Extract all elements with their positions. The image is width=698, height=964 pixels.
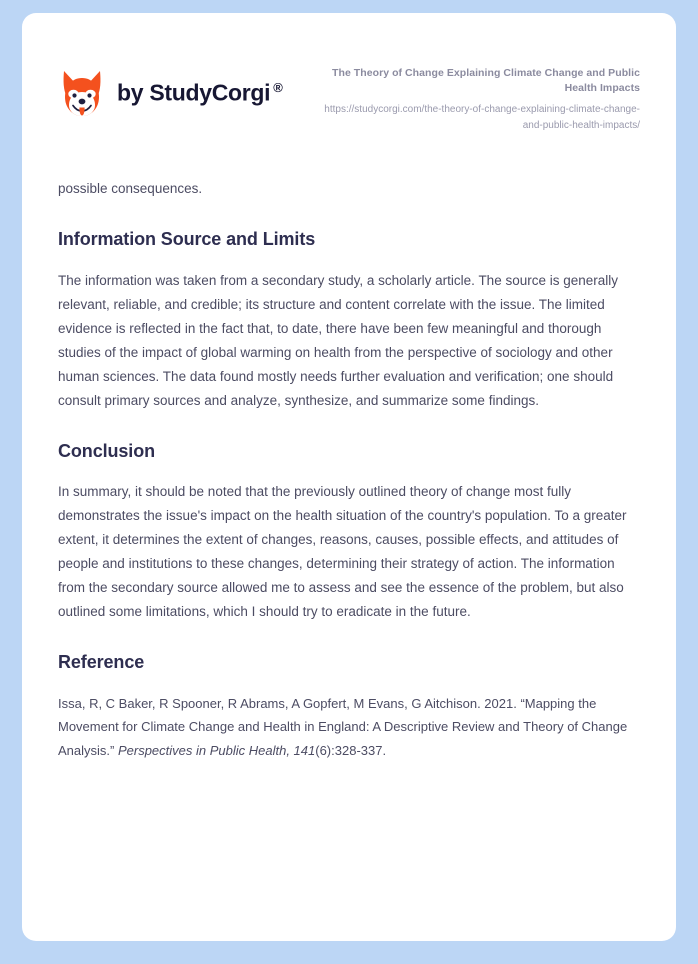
section-paragraph-conclusion: In summary, it should be noted that the previously outlined theory of change most fully demonstrates the issue's impact on the health situation of the country's population. To a greater extent, it determines the extent of changes, reasons, causes, possible effects, and attitudes of people and institutions to these changes, determining their strategy of action. The information from the secondary source allowed me to assess and see the essence of the problem, but also outlined some limitations, which I should try to eradicate in the future. xyxy=(58,484,627,620)
lead-paragraph-fragment: possible consequences. xyxy=(58,181,203,197)
reference-citation xyxy=(58,692,640,763)
document-card xyxy=(22,13,676,941)
section-heading-conclusion: Conclusion xyxy=(58,440,155,461)
brand-name-text: by StudyCorgi ® xyxy=(117,79,283,106)
brand-logo[interactable] xyxy=(58,60,283,118)
registered-trademark-icon: ® xyxy=(273,80,283,96)
section-heading-information-source-and-limits: Information Source and Limits xyxy=(58,229,316,250)
section-heading-reference: Reference xyxy=(58,652,145,673)
citation-authors-and-title: Issa, R, C Baker, R Spooner, R Abrams, A Gopfert, M Evans, G Aitchison. 2021. “Mapping the Movement for Climate Change and Health in England: A Descriptive Review and Theory of Change Analysis.” xyxy=(58,695,628,759)
document-title: The Theory of Change Explaining Climate Change and Public Health Impacts xyxy=(332,67,640,95)
section-paragraph-information-source-and-limits: The information was taken from a secondary study, a scholarly article. The source is generally relevant, reliable, and credible; its structure and content correlate with the issue. The limited evidence is reflected in the fact that, to date, there have been few meaningful and thorough studies of the impact of global warming on health from the perspective of sociology and other human sciences. The data found mostly needs further evaluation and verification; one should consult primary sources and analyze, synthesize, and summarize some findings. xyxy=(58,272,619,408)
document-header xyxy=(22,13,676,133)
citation-journal-name: Perspectives in Public Health, 141 xyxy=(117,743,316,759)
corgi-head-logo-icon xyxy=(58,68,106,118)
document-url[interactable]: https://studycorgi.com/the-theory-of-change-explaining-climate-change-and-public-health-impacts/ xyxy=(324,104,640,131)
document-body xyxy=(22,177,676,762)
citation-pages: (6):328-337. xyxy=(315,743,387,759)
header-meta xyxy=(318,60,640,133)
